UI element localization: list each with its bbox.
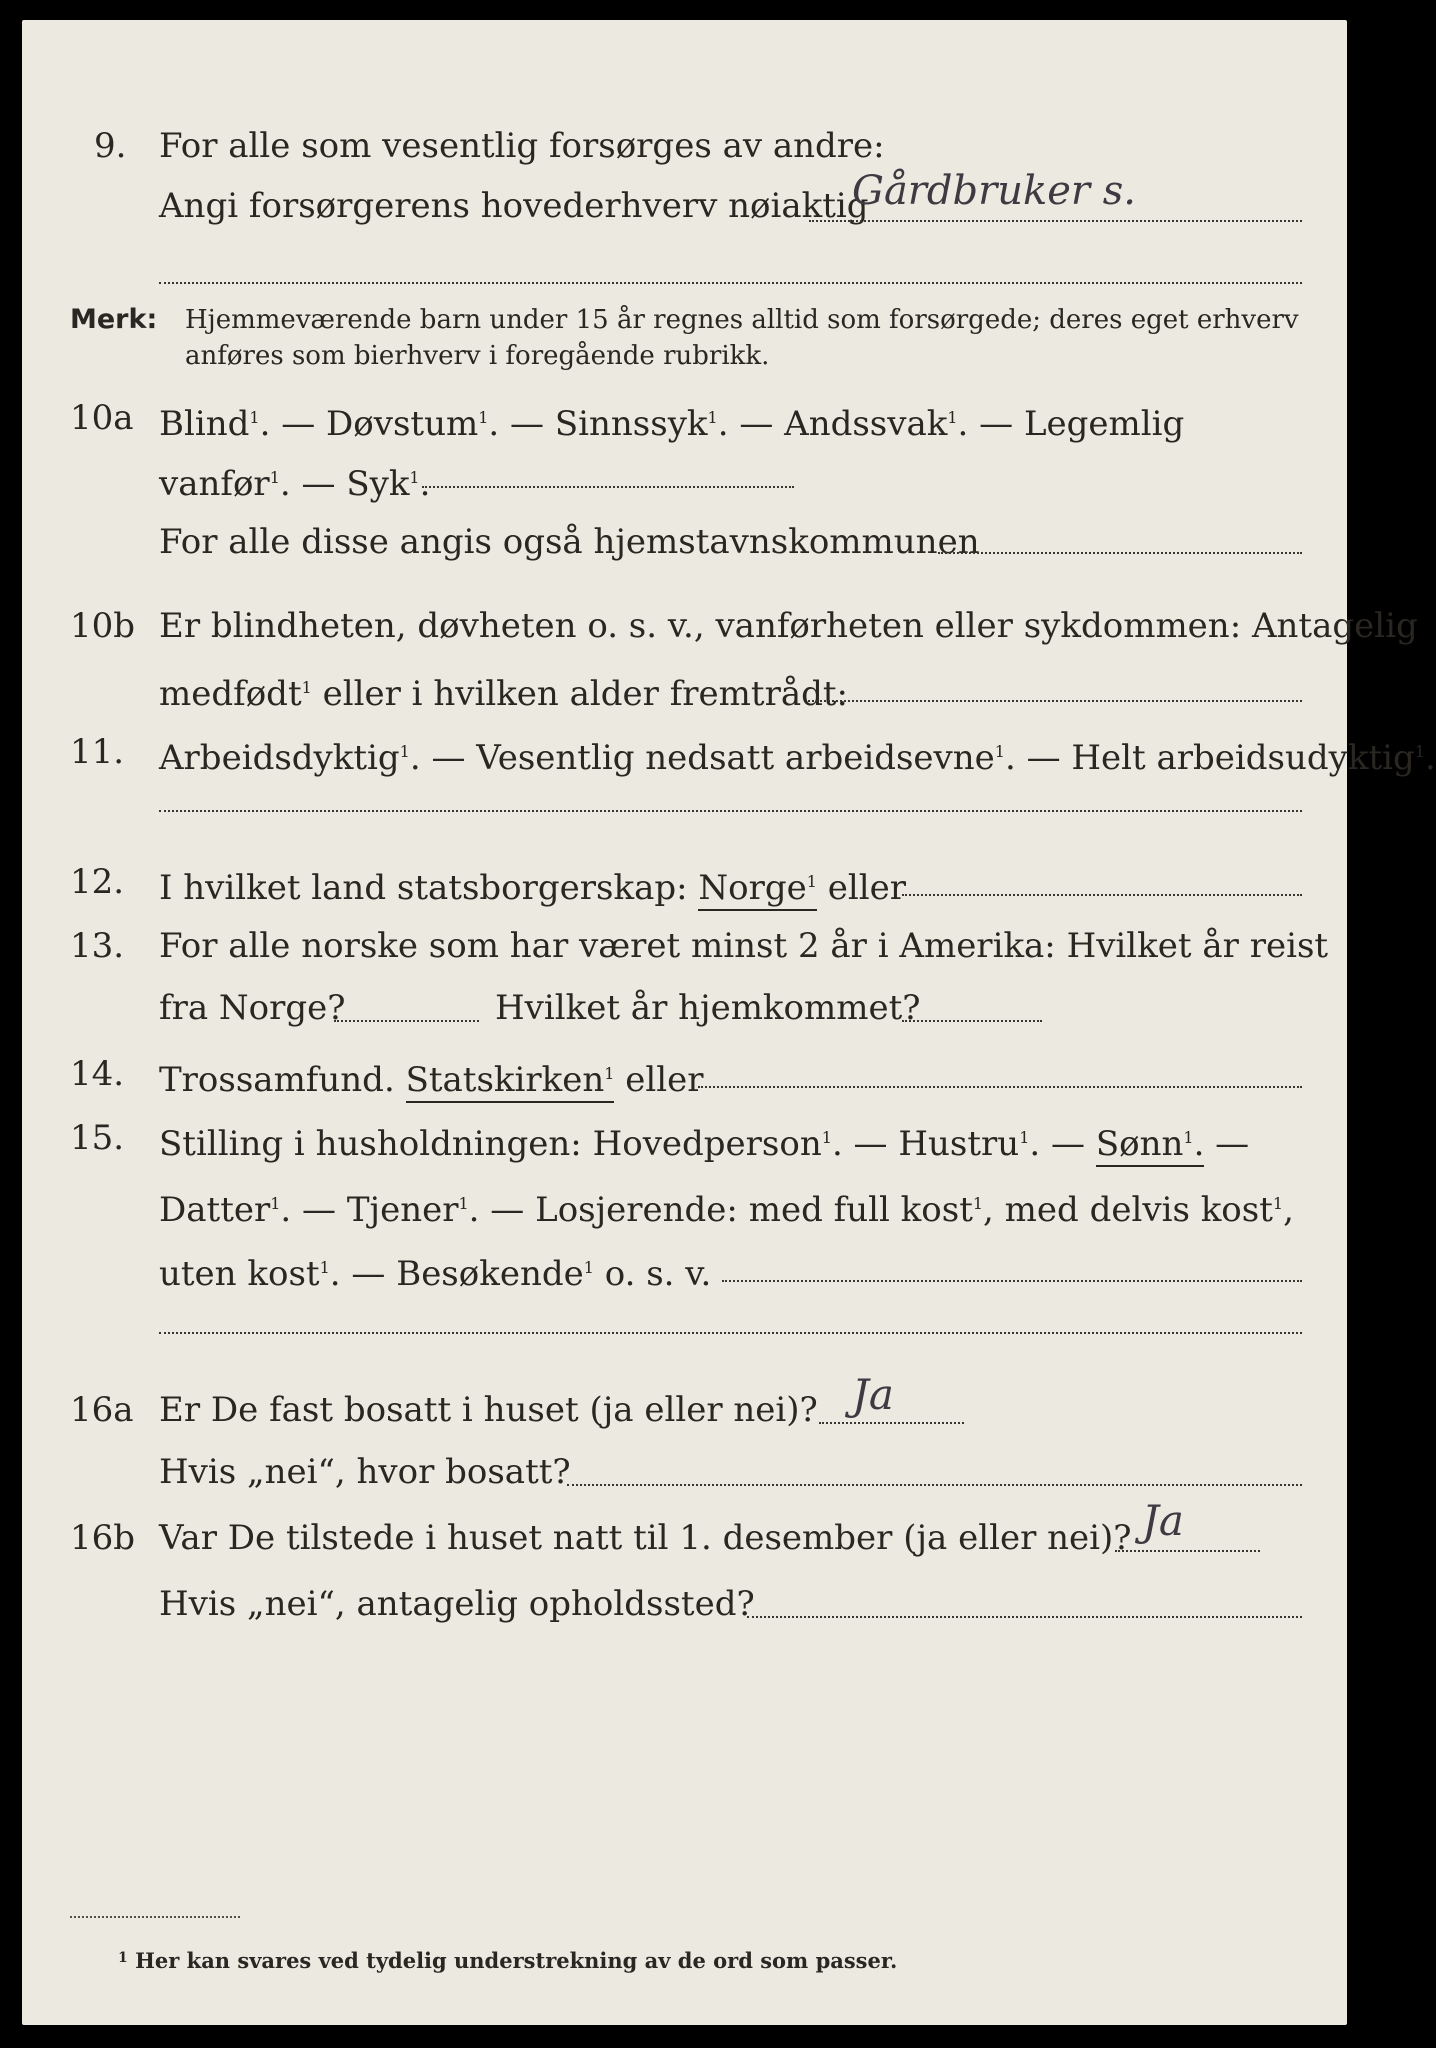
q12-selected-norge[interactable]: Norge$^1$ <box>698 868 817 911</box>
q15-answer-line <box>722 1280 1302 1282</box>
q15-extra-line <box>159 1332 1302 1334</box>
q10a-answer-line <box>422 486 794 488</box>
q14-selected-statskirken[interactable]: Statskirken$^1$ <box>406 1060 615 1103</box>
q16b-answer-line <box>1115 1550 1260 1552</box>
q14-answer-line <box>698 1086 1302 1088</box>
q10a-hjemstavn-line <box>938 552 1302 554</box>
census-form-page: 9. For alle som vesentlig forsørges av andre: Angi forsørgerens hovederhverv nøiaktig Gårdbruker s. Merk: Hjemmeværende barn under 15 år regnes alltid som forsørgede; deres eget erhverv anføres som bierhverv i foregående rubrikk. 10a Blind$^1$. — Døvstum$^1$. — Sinnssyk$^1$. — Andssvak$^1$. — Legemlig vanfør$^1$. — Syk$^1$. For alle disse angis også hjemstavnskommunen 10b Er blindheten, døvheten o. s. v., vanførheten eller sykdommen: Antagelig medfødt$^1$ eller i hvilken alder fremtrådt: 11. Arbeidsdyktig$^1$. — Vesentlig nedsatt arbeidsevne$^1$. — Helt arbeidsudyktig$^1$. 12. I hvilket land statsborgerskap: Norge$^1$ eller 13. For alle norske som har været minst 2 år i Amerika: Hvilket år reist fra Norge? Hvilket år hjemkommet? 14. Trossamfund. Statskirken$^1$ eller 15. Stilling i husholdningen: Hovedperson$^1$. — Hustru$^1$. — Sønn$^1$. — Datter$^1$. — Tjener$^1$. — Losjerende: med full kost$^1$, med delvis kost$^1$, uten kost$^1$. — Besøkende$^1$ o. s. v. 16a Er De fast bosatt i huset (ja eller nei)? Ja Hvis „nei“, hvor bosatt? 16b Var De tilstede i huset natt til 1. desember (ja eller nei)? Ja Hvis „nei“, antagelig opholdssted? $^1$ Her kan svares ved tydelig understrekning av de ord som passer. <box>22 20 1347 2025</box>
q12-answer-line <box>902 894 1302 896</box>
q15-selected-sonn[interactable]: Sønn$^1$. <box>1096 1124 1205 1167</box>
q13-reist-line <box>334 1020 479 1022</box>
footnote: $^1$ Her kan svares ved tydelig understrekning av de ord som passer. <box>118 1948 898 1973</box>
q13-hjemkommet-line <box>902 1020 1042 1022</box>
q16a-answer-line <box>819 1422 964 1424</box>
q16b-handwritten-answer: Ja <box>1142 1496 1184 1545</box>
q9-handwritten-answer: Gårdbruker s. <box>852 168 1137 214</box>
q11-answer-line <box>159 810 1302 812</box>
q16a-bosatt-line <box>567 1484 1302 1486</box>
q16b-opholdssted-line <box>747 1616 1302 1618</box>
q9-extra-line <box>159 282 1302 284</box>
q16a-handwritten-answer: Ja <box>852 1370 894 1419</box>
q10a-options: Blind$^1$. — Døvstum$^1$. — Sinnssyk$^1$. — Andssvak$^1$. — Legemlig <box>159 404 1185 444</box>
footnote-divider <box>70 1916 240 1918</box>
q9-answer-line <box>809 220 1302 222</box>
q10b-answer-line <box>808 700 1302 702</box>
